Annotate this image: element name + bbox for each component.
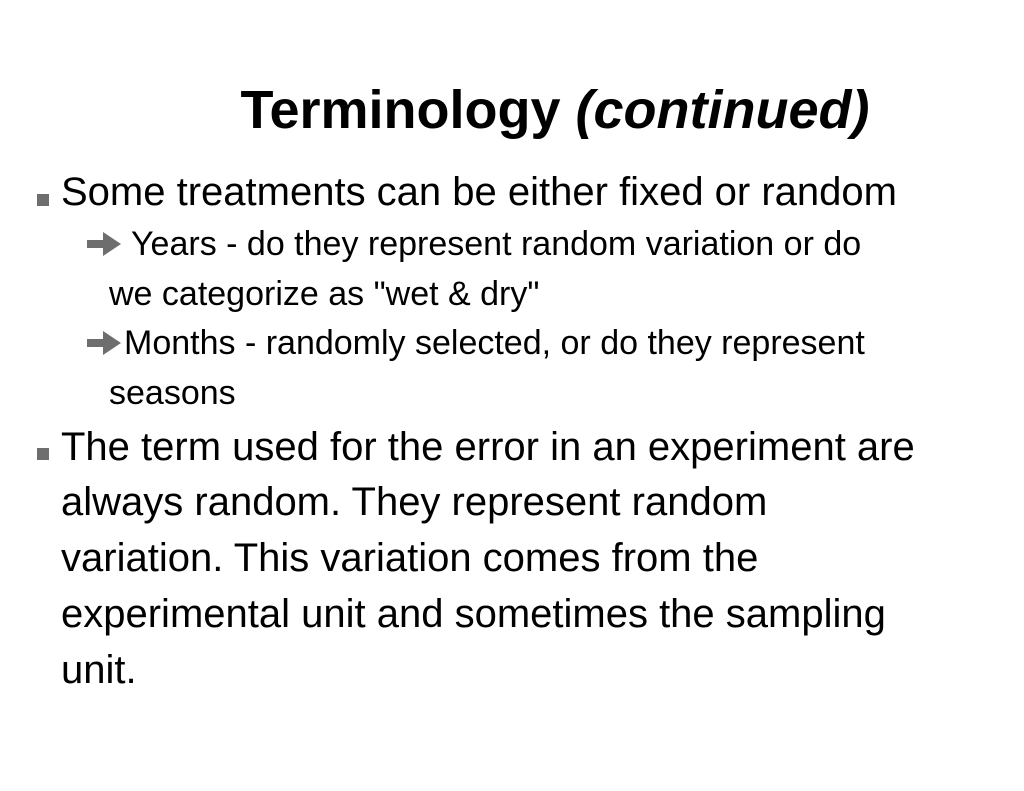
right-arrow-icon bbox=[86, 230, 124, 258]
sub-bullet-1-line-1: Years - do they represent random variation or do bbox=[131, 225, 862, 263]
bullet-2-line-4: experimental unit and sometimes the sampling bbox=[61, 592, 886, 636]
square-bullet-icon bbox=[37, 194, 49, 206]
bullet-1-line-1: Some treatments can be either fixed or random bbox=[61, 170, 897, 214]
square-bullet-icon bbox=[37, 448, 49, 460]
sub-bullet-1-line-2: we categorize as "wet & dry" bbox=[109, 275, 540, 313]
title-main: Terminology bbox=[240, 80, 576, 140]
bullet-2-line-1: The term used for the error in an experiment are bbox=[61, 425, 915, 469]
bullet-2-line-3: variation. This variation comes from the bbox=[61, 536, 759, 580]
slide-title bbox=[0, 78, 1024, 142]
bullet-2-line-5: unit. bbox=[61, 648, 137, 692]
right-arrow-icon bbox=[86, 329, 124, 357]
title-subtitle: (continued) bbox=[575, 80, 870, 140]
bullet-2-line-2: always random. They represent random bbox=[61, 480, 768, 524]
sub-bullet-2-line-1: Months - randomly selected, or do they represent bbox=[124, 324, 865, 362]
sub-bullet-2-line-2: seasons bbox=[109, 374, 236, 412]
